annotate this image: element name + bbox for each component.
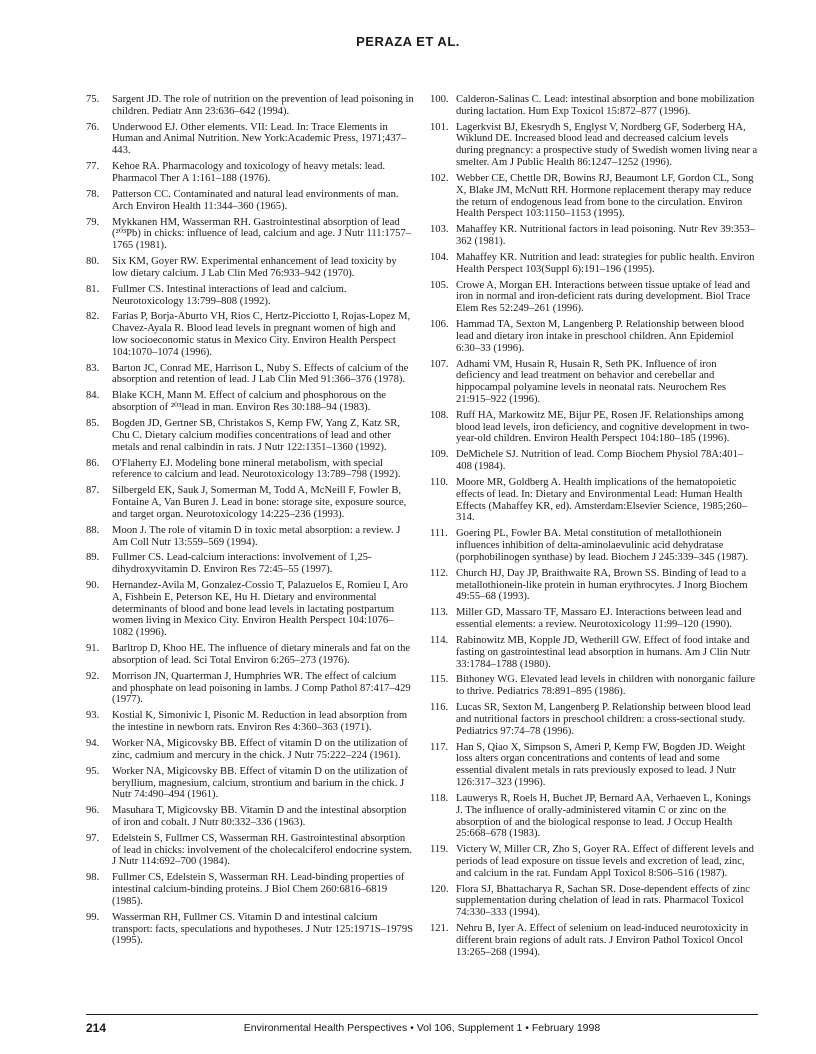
reference-item — [86, 418, 414, 453]
reference-text: Adhami VM, Husain R, Husain R, Seth PK. Influence of iron deficiency and lead treatment on behavior and cerebellar and hippocampal polyamine levels in neonatal rats. Neurochem Res 21:915–922 (1996). — [456, 358, 727, 405]
reference-number: 120. — [430, 883, 449, 895]
reference-text: Kehoe RA. Pharmacology and toxicology of heavy metals: lead. Pharmacol Ther A 1:161–188 (1976). — [112, 161, 386, 184]
reference-item — [86, 766, 414, 801]
reference-item — [86, 458, 414, 482]
reference-text: Wasserman RH, Fullmer CS. Vitamin D and intestinal calcium transport: facts, speculations and hypotheses. J Nutr 125:1971S–1979S (1995). — [112, 911, 414, 947]
reference-item — [430, 742, 758, 789]
reference-item — [86, 485, 414, 520]
reference-number: 75. — [86, 94, 100, 105]
reference-number: 80. — [86, 256, 100, 268]
reference-number: 110. — [430, 477, 449, 489]
reference-number: 93. — [86, 710, 100, 722]
reference-number: 76. — [86, 121, 100, 133]
reference-item — [86, 363, 414, 387]
reference-number: 118. — [430, 792, 449, 804]
reference-item — [430, 94, 758, 118]
reference-number: 77. — [86, 161, 100, 173]
reference-number: 103. — [430, 224, 449, 236]
reference-number: 89. — [86, 552, 100, 564]
reference-number: 99. — [86, 911, 100, 923]
references-left-column — [86, 94, 414, 951]
reference-text: Patterson CC. Contaminated and natural lead environments of man. Arch Environ Health 11:344–360 (1965). — [112, 188, 399, 212]
reference-item — [86, 912, 414, 947]
reference-item — [430, 359, 758, 406]
reference-number: 113. — [430, 607, 449, 619]
reference-text: Barton JC, Conrad ME, Harrison L, Nuby S. Effects of calcium of the absorption and retention of lead. J Lab Clin Med 91:366–376 (1978). — [112, 362, 409, 386]
reference-item — [430, 319, 758, 354]
reference-text: Victery W, Miller CR, Zho S, Goyer RA. Effect of different levels and periods of lead exposure on tissue levels and excretion of lead, zinc, and calcium in the rat. Fundam Appl Toxicol 8:506–516 (1987). — [456, 844, 754, 879]
reference-text: Mykkanen HM, Wasserman RH. Gastrointestinal absorption of lead (²⁰³Pb) in chicks: influence of lead, calcium and age. J Nutr 111:1757–1765 (1981). — [112, 216, 411, 252]
reference-number: 109. — [430, 449, 449, 461]
reference-number: 87. — [86, 485, 100, 497]
reference-item — [86, 872, 414, 907]
reference-text: Webber CE, Chettle DR, Bowins RJ, Beaumont LF, Gordon CL, Song X, Blake JM, McNutt RH. Hormone replacement therapy may reduce the return of endogenous lead from bone to the circulation. Environ Health Perspect 103:1150–1153 (1995). — [456, 172, 754, 220]
reference-text: Kostial K, Simonivic I, Pisonic M. Reduction in lead absorption from the intestine in newborn rats. Environ Res 4:360–363 (1971). — [112, 710, 408, 734]
reference-text: Silbergeld EK, Sauk J, Somerman M, Todd A, McNeill F, Fowler B, Fontaine A, Van Buren J. Lead in bone: storage site, exposure source, and target organ. Neurotoxicology 14:225–236 (1993). — [112, 485, 407, 520]
reference-text: Calderon-Salinas C. Lead: intestinal absorption and bone mobilization during lactation. Hum Exp Toxicol 15:872–877 (1996). — [456, 94, 755, 117]
reference-text: Ruff HA, Markowitz ME, Bijur PE, Rosen JF. Relationships among blood lead levels, iron deficiency, and cognitive development in two-year-old children. Environ Health Perspect 104:180–185 (1996). — [456, 409, 750, 445]
reference-number: 115. — [430, 674, 449, 686]
reference-item — [86, 284, 414, 308]
reference-text: Masuhara T, Migicovsky BB. Vitamin D and the intestinal absorption of iron and cobalt. J Nutr 80:332–336 (1963). — [112, 805, 407, 828]
reference-item — [430, 674, 758, 698]
reference-text: Hernandez-Avila M, Gonzalez-Cossio T, Palazuelos E, Romieu I, Aro A, Fishbein E, Peterson KE, Hu H. Dietary and environmental determinants of blood and bone lead levels in lactating postpartum women living in Mexico City. Environ Health Perspect 104:1076–1082 (1996). — [112, 580, 408, 639]
reference-text: DeMichele SJ. Nutrition of lead. Comp Biochem Physiol 78A:401–408 (1984). — [456, 449, 744, 473]
reference-text: Underwood EJ. Other elements. VII: Lead. In: Trace Elements in Human and Animal Nutrition. New York:Academic Press, 1971;437–443. — [112, 121, 407, 157]
reference-number: 102. — [430, 172, 449, 184]
reference-text: Lauwerys R, Roels H, Buchet JP, Bernard AA, Verhaeven L, Konings J. The influence of orally-administered vitamin C or zinc on the absorption of and the biological response to lead. J Occup Health 25:668–678 (1983). — [456, 792, 751, 840]
reference-item — [430, 607, 758, 631]
reference-item — [86, 805, 414, 829]
reference-text: Mahaffey KR. Nutrition and lead: strategies for public health. Environ Health Perspect 103(Suppl 6):191–196 (1995). — [456, 251, 755, 275]
reference-item — [430, 793, 758, 840]
reference-number: 83. — [86, 362, 100, 374]
reference-number: 114. — [430, 634, 449, 646]
reference-item — [430, 224, 758, 248]
reference-number: 98. — [86, 872, 100, 884]
reference-number: 95. — [86, 765, 100, 777]
reference-number: 112. — [430, 567, 449, 579]
reference-item — [430, 528, 758, 563]
page-number: 214 — [86, 1021, 107, 1035]
reference-text: Worker NA, Migicovsky BB. Effect of vitamin D on the utilization of zinc, cadmium and mercury in the chick. J Nutr 75:222–224 (1961). — [112, 738, 408, 761]
reference-number: 121. — [430, 923, 449, 935]
reference-text: Fullmer CS, Edelstein S, Wasserman RH. Lead-binding properties of intestinal calcium-binding proteins. J Biol Chem 260:6816–6819 (1985). — [112, 872, 405, 907]
reference-item — [86, 256, 414, 280]
reference-number: 96. — [86, 805, 100, 817]
reference-text: Goering PL, Fowler BA. Metal constitution of metallothionein influences inhibition of delta-aminolaevulinic acid dehydratase (porphobilinogen synthase) by lead. Biochem J 245:339–345 (1987). — [456, 528, 749, 563]
reference-item — [86, 189, 414, 213]
reference-item — [430, 635, 758, 670]
reference-text: Han S, Qiao X, Simpson S, Ameri P, Kemp FW, Bogden JD. Weight loss alters organ concentrations and contents of lead and some essential divalent metals in rats previously exposed to lead. J Nutr 126:317–323 (1996). — [456, 741, 746, 789]
reference-text: Worker NA, Migicovsky BB. Effect of vitamin D on the utilization of beryllium, magnesium, calcium, strontium and barium in the chick. J Nutr 74:490–494 (1961). — [112, 765, 408, 801]
reference-text: Miller GD, Massaro TF, Massaro EJ. Interactions between lead and essential elements: a review. Neurotoxicology 11:99–120 (1990). — [456, 607, 742, 631]
reference-text: Bithoney WG. Elevated lead levels in children with nonorganic failure to thrive. Pediatrics 78:891–895 (1986). — [456, 674, 756, 698]
reference-item — [86, 122, 414, 157]
reference-item — [430, 884, 758, 919]
reference-number: 105. — [430, 279, 449, 291]
reference-number: 78. — [86, 188, 100, 200]
reference-number: 91. — [86, 643, 100, 655]
reference-text: Bogden JD, Gertner SB, Christakos S, Kemp FW, Yang Z, Katz SR, Chu C. Dietary calcium modifies concentrations of lead and other metals and renal calbindin in rats. J Nutr 122:1351–1360 (1992). — [112, 418, 400, 453]
reference-item — [86, 311, 414, 358]
reference-number: 97. — [86, 832, 100, 844]
reference-item — [430, 702, 758, 737]
reference-number: 104. — [430, 251, 449, 263]
reference-number: 94. — [86, 738, 100, 750]
reference-text: Flora SJ, Bhattacharya R, Sachan SR. Dose-dependent effects of zinc supplementation during chelation of lead in rats. Pharmacol Toxicol 74:330–333 (1994). — [456, 883, 750, 919]
reference-text: Lagerkvist BJ, Ekesrydh S, Englyst V, Nordberg GF, Soderberg HA, Wiklund DE. Increased blood lead and decreased calcium levels during pregnancy: a prospective study of Swedish women living near a smelter. Am J Public Health 86:1247–1252 (1996). — [456, 121, 758, 169]
reference-item — [430, 280, 758, 315]
reference-item — [86, 217, 414, 252]
reference-number: 107. — [430, 358, 449, 370]
reference-number: 90. — [86, 580, 100, 592]
reference-item — [86, 833, 414, 868]
reference-number: 81. — [86, 283, 100, 295]
reference-item — [86, 525, 414, 549]
references-right-column — [430, 94, 758, 963]
reference-text: Farias P, Borja-Aburto VH, Rios C, Hertz-Picciotto I, Rojas-Lopez M, Chavez-Ayala R. Blood lead levels in pregnant women of high and low socioeconomic status in Mexico City. Environ Health Perspect 104:1070–1074 (1996). — [112, 311, 411, 358]
reference-item — [86, 710, 414, 734]
reference-text: Edelstein S, Fullmer CS, Wasserman RH. Gastrointestinal absorption of lead in chicks: involvement of the cholecalciferol endocrine system. J Nutr 114:692–700 (1984). — [112, 832, 413, 868]
reference-text: Moon J. The role of vitamin D in toxic metal absorption: a review. J Am Coll Nutr 13:559–569 (1994). — [112, 524, 401, 548]
reference-number: 86. — [86, 457, 100, 469]
reference-number: 100. — [430, 94, 449, 105]
reference-item — [430, 410, 758, 445]
reference-item — [86, 671, 414, 706]
reference-item — [430, 449, 758, 473]
reference-item — [86, 580, 414, 639]
reference-item — [430, 252, 758, 276]
reference-item — [86, 161, 414, 185]
journal-line: Environmental Health Perspectives • Vol 106, Supplement 1 • February 1998 — [243, 1022, 601, 1034]
reference-text: Morrison JN, Quarterman J, Humphries WR. The effect of calcium and phosphate on lead poisoning in lambs. J Comp Pathol 87:417–429 (1977). — [112, 670, 411, 706]
running-header: PERAZA ET AL. — [356, 34, 460, 49]
reference-text: Sargent JD. The role of nutrition on the prevention of lead poisoning in children. Pediatr Ann 23:636–642 (1994). — [112, 94, 414, 117]
reference-number: 84. — [86, 390, 100, 402]
reference-text: Blake KCH, Mann M. Effect of calcium and phosphorous on the absorption of ²⁰³lead in man. Environ Res 30:188–94 (1983). — [112, 390, 387, 414]
reference-number: 111. — [430, 528, 448, 540]
reference-text: Lucas SR, Sexton M, Langenberg P. Relationship between blood lead and nutritional factors in preschool children: a cross-sectional study. Pediatrics 97:74–78 (1996). — [456, 702, 751, 737]
reference-number: 106. — [430, 319, 449, 331]
reference-text: Rabinowitz MB, Kopple JD, Wetherill GW. Effect of food intake and fasting on gastrointestinal lead absorption in humans. Am J Clin Nutr 33:1784–1788 (1980). — [456, 634, 750, 670]
reference-item — [86, 738, 414, 762]
reference-item — [430, 122, 758, 169]
reference-text: Moore MR, Goldberg A. Health implications of the hematopoietic effects of lead. In: Dietary and Environmental Lead: Human Health Effects (Mahaffey KR, ed). Amsterdam:Elsevier Science, 1985;260–314. — [456, 477, 748, 524]
reference-number: 101. — [430, 121, 449, 133]
reference-item — [430, 923, 758, 958]
reference-number: 116. — [430, 702, 449, 714]
reference-number: 92. — [86, 670, 100, 682]
footer-rule — [86, 1014, 758, 1015]
reference-number: 117. — [430, 741, 449, 753]
reference-item — [86, 94, 414, 118]
reference-text: Nehru B, Iyer A. Effect of selenium on lead-induced neurotoxicity in different brain regions of adult rats. J Environ Pathol Toxicol Oncol 13:265–268 (1994). — [456, 923, 749, 958]
reference-number: 88. — [86, 524, 100, 536]
reference-text: Barltrop D, Khoo HE. The influence of dietary minerals and fat on the absorption of lead. Sci Total Environ 6:265–273 (1976). — [112, 643, 411, 666]
reference-item — [86, 390, 414, 414]
reference-item — [86, 643, 414, 667]
reference-number: 108. — [430, 409, 449, 421]
reference-text: Fullmer CS. Lead-calcium interactions: involvement of 1,25-dihydroxyvitamin D. Environ Res 72:45–55 (1997). — [112, 552, 372, 576]
reference-item — [430, 173, 758, 220]
reference-number: 85. — [86, 418, 100, 430]
reference-item — [430, 477, 758, 524]
reference-text: Fullmer CS. Intestinal interactions of lead and calcium. Neurotoxicology 13:799–808 (1992). — [112, 283, 347, 307]
reference-item — [86, 552, 414, 576]
reference-text: Six KM, Goyer RW. Experimental enhancement of lead toxicity by low dietary calcium. J Lab Clin Med 76:933–942 (1970). — [112, 256, 397, 279]
reference-item — [430, 568, 758, 603]
reference-number: 79. — [86, 216, 100, 228]
reference-item — [430, 844, 758, 879]
reference-text: Church HJ, Day JP, Braithwaite RA, Brown SS. Binding of lead to a metallothionein-like protein in human erythrocytes. J Inorg Biochem 49:55–68 (1993). — [456, 567, 748, 603]
reference-text: Crowe A, Morgan EH. Interactions between tissue uptake of lead and iron in normal and iron-deficient rats during development. Biol Trace Elem Res 52:249–261 (1996). — [456, 279, 751, 315]
reference-text: Mahaffey KR. Nutritional factors in lead poisoning. Nutr Rev 39:353–362 (1981). — [456, 224, 756, 248]
reference-text: Hammad TA, Sexton M, Langenberg P. Relationship between blood lead and dietary iron intake in preschool children. Ann Epidemiol 6:30–33 (1996). — [456, 319, 744, 354]
reference-number: 119. — [430, 844, 449, 856]
reference-number: 82. — [86, 311, 100, 323]
reference-text: O'Flaherty EJ. Modeling bone mineral metabolism, with special reference to calcium and lead. Neurotoxicology 13:789–798 (1992). — [112, 457, 401, 481]
